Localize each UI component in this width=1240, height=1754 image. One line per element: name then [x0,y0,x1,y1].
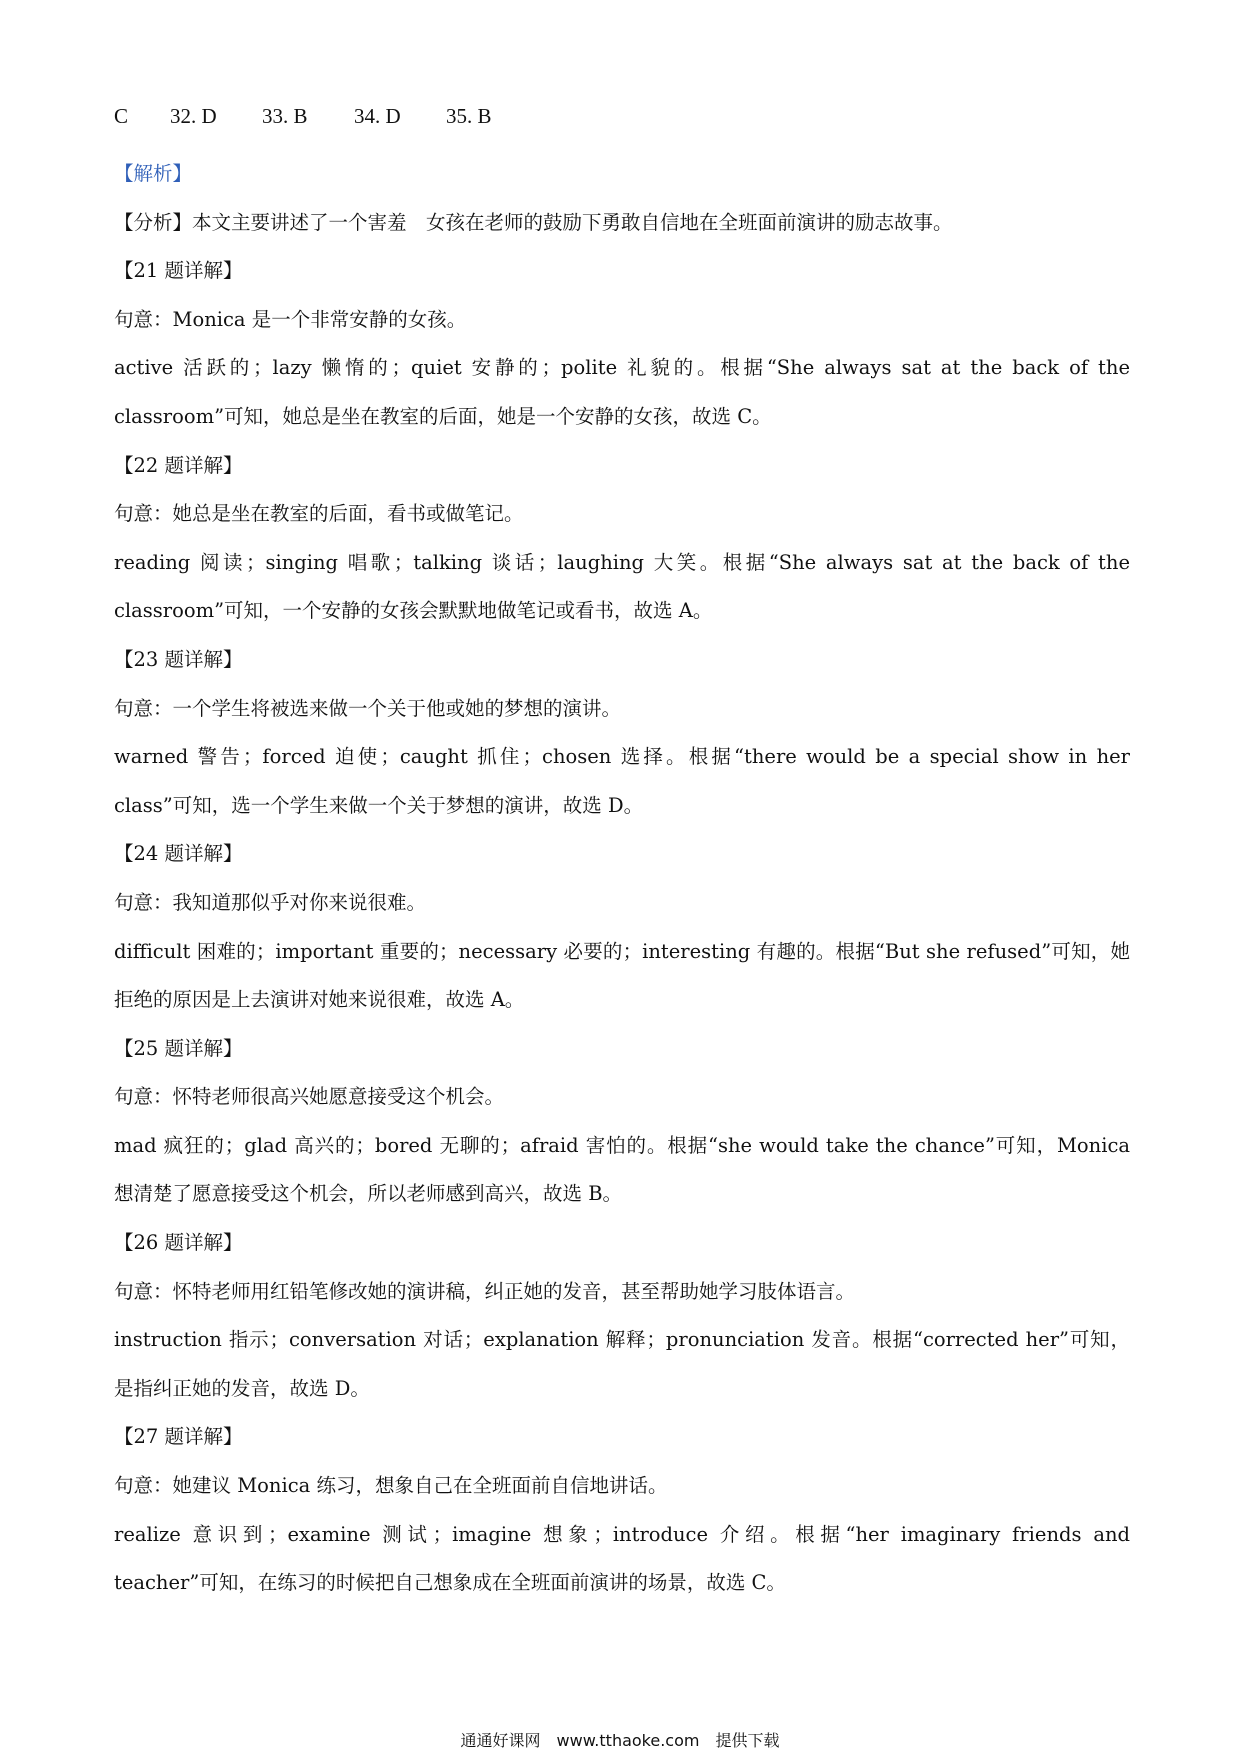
question-block-22 [114,442,1130,636]
explanation-body [114,150,1130,1608]
sentence-meaning: 句意：我知道那似乎对你来说很难。 [114,890,427,914]
page-footer: 通通好课网 www.tthaoke.com 提供下载 [460,1731,780,1750]
option-explanation: warned 警告；forced 迫使；caught 抓住；chosen 选择。根据“there would be a special show in her class”可知，选一个学生来做一个关于梦想的演讲，故选 D。 [114,745,1130,817]
option-explanation: difficult 困难的；important 重要的；necessary 必要的；interesting 有趣的。根据“But she refused”可知，她拒绝的原因是上去演讲对她来说很难，故选 A。 [114,939,1130,1012]
question-block-26 [114,1219,1130,1413]
question-block-27 [114,1413,1130,1607]
section-label-jiexi: 【解析】 [114,162,193,185]
question-heading: 【27 题详解】 [114,1425,243,1449]
sentence-meaning: 句意：怀特老师用红铅笔修改她的演讲稿，纠正她的发音，甚至帮助她学习肢体语言。 [114,1279,856,1303]
option-explanation: realize 意识到；examine 测试；imagine 想象；introduce 介绍。根据“her imaginary friends and teacher”可知，在练习的时候把自己想象成在全班面前演讲的场景，故选 C。 [114,1522,1130,1595]
analysis-paragraph: 【分析】本文主要讲述了一个害羞 女孩在老师的鼓励下勇敢自信地在全班面前演讲的励志故事。 [114,210,953,234]
question-block-24 [114,830,1130,1024]
question-block-21 [114,247,1130,441]
question-block-25 [114,1025,1130,1219]
answer-item: 32. D [170,104,217,128]
option-explanation: mad 疯狂的；glad 高兴的；bored 无聊的；afraid 害怕的。根据“she would take the chance”可知，Monica 想清楚了愿意接受这个机会，所以老师感到高兴，故选 B。 [114,1133,1130,1206]
sentence-meaning: 句意：一个学生将被选来做一个关于他或她的梦想的演讲。 [114,696,622,720]
question-heading: 【22 题详解】 [114,453,243,477]
option-explanation: instruction 指示；conversation 对话；explanation 解释；pronunciation 发音。根据“corrected her”可知，是指纠正她的发音，故选 D。 [114,1328,1130,1400]
question-heading: 【25 题详解】 [114,1036,243,1060]
question-heading: 【26 题详解】 [114,1231,243,1255]
question-block-23 [114,636,1130,830]
answer-item: 33. B [262,104,308,128]
answer-key-row [114,104,492,129]
question-heading: 【24 题详解】 [114,842,243,866]
sentence-meaning: 句意：Monica 是一个非常安静的女孩。 [114,307,467,331]
sentence-meaning: 句意：怀特老师很高兴她愿意接受这个机会。 [114,1085,505,1109]
answer-item: C [114,104,129,128]
question-heading: 【21 题详解】 [114,259,243,283]
option-explanation: reading 阅读；singing 唱歌；talking 谈话；laughing 大笑。根据“She always sat at the back of the classroom”可知，一个安静的女孩会默默地做笔记或看书，故选 A。 [114,550,1130,623]
option-explanation: active 活跃的；lazy 懒惰的；quiet 安静的；polite 礼貌的。根据“She always sat at the back of the classroom”可知，她总是坐在教室的后面，她是一个安静的女孩，故选 C。 [114,356,1130,428]
answer-item: 35. B [446,104,492,128]
question-heading: 【23 题详解】 [114,647,243,671]
sentence-meaning: 句意：她建议 Monica 练习，想象自己在全班面前自信地讲话。 [114,1474,668,1498]
answer-item: 34. D [354,104,401,128]
sentence-meaning: 句意：她总是坐在教室的后面，看书或做笔记。 [114,502,524,526]
